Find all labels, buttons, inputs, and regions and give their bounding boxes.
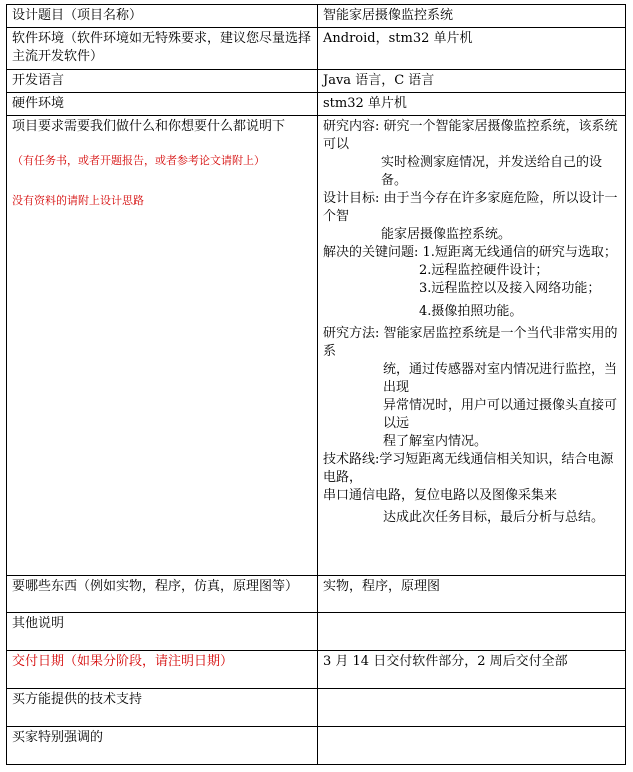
row-deliverables bbox=[7, 576, 626, 613]
row-language bbox=[7, 70, 626, 93]
requirements-note-attachments: （有任务书，或者开题报告，或者参考论文请附上） bbox=[12, 154, 265, 167]
label-requirements bbox=[7, 116, 318, 576]
label-software: 软件环境（软件环境如无特殊要求，建议您尽量选择主流开发软件） bbox=[7, 28, 318, 70]
label-emphasis: 买家特别强调的 bbox=[7, 727, 318, 765]
value-hardware: stm32 单片机 bbox=[318, 93, 626, 116]
label-support: 买方能提供的技术支持 bbox=[7, 689, 318, 727]
design-goal-line: 设计目标: 由于当今存在许多家庭危险，所以设计一个智 bbox=[323, 191, 618, 224]
requirements-table bbox=[6, 4, 626, 765]
requirements-content bbox=[318, 116, 626, 576]
research-method-line: 研究方法: 智能家居监控系统是一个当代非常实用的系 bbox=[323, 326, 618, 359]
value-delivery: 3 月 14 日交付软件部分，2 周后交付全部 bbox=[318, 651, 626, 689]
row-topic bbox=[7, 5, 626, 28]
value-deliverables: 实物，程序，原理图 bbox=[318, 576, 626, 613]
row-delivery bbox=[7, 651, 626, 689]
row-emphasis bbox=[7, 727, 626, 765]
label-language: 开发语言 bbox=[7, 70, 318, 93]
row-support bbox=[7, 689, 626, 727]
key-problem-line: 解决的关键问题: 1.短距离无线通信的研究与选取； bbox=[323, 245, 617, 260]
tech-route-line: 达成此次任务目标，最后分析与总结。 bbox=[383, 510, 605, 525]
design-goal-line: 能家居摄像监控系统。 bbox=[381, 227, 512, 242]
requirements-label: 项目要求需要我们做什么和你想要什么都说明下 bbox=[12, 119, 286, 134]
value-software: Android，stm32 单片机 bbox=[318, 28, 626, 70]
research-content-line: 研究内容: 研究一个智能家居摄像监控系统，该系统可以 bbox=[323, 119, 618, 152]
research-method-line: 程了解室内情况。 bbox=[383, 434, 488, 449]
research-method-line: 统，通过传感器对室内情况进行监控，当出现 bbox=[383, 362, 618, 395]
key-problem-item: 3.远程监控以及接入网络功能； bbox=[419, 281, 601, 296]
tech-route-line: 技术路线:学习短距离无线通信相关知识，结合电源电路， bbox=[323, 452, 614, 485]
label-deliverables: 要哪些东西（例如实物，程序，仿真，原理图等） bbox=[7, 576, 318, 613]
value-other bbox=[318, 613, 626, 651]
requirements-note-design: 没有资料的请附上设计思路 bbox=[12, 194, 144, 207]
value-language: Java 语言，C 语言 bbox=[318, 70, 626, 93]
key-problem-item: 4.摄像拍照功能。 bbox=[419, 304, 523, 319]
research-content-line: 实时检测家庭情况，并发送给自己的设备。 bbox=[381, 155, 603, 188]
tech-route-line: 串口通信电路，复位电路以及图像采集来 bbox=[323, 488, 558, 503]
row-hardware bbox=[7, 93, 626, 116]
label-hardware: 硬件环境 bbox=[7, 93, 318, 116]
label-delivery: 交付日期（如果分阶段，请注明日期） bbox=[7, 651, 318, 689]
row-software bbox=[7, 28, 626, 70]
label-other: 其他说明 bbox=[7, 613, 318, 651]
row-requirements bbox=[7, 116, 626, 576]
research-method-line: 异常情况时，用户可以通过摄像头直接可以远 bbox=[383, 398, 618, 431]
key-problem-item: 2.远程监控硬件设计； bbox=[419, 263, 549, 278]
value-topic: 智能家居摄像监控系统 bbox=[318, 5, 626, 28]
label-topic: 设计题目（项目名称） bbox=[7, 5, 318, 28]
value-emphasis bbox=[318, 727, 626, 765]
row-other bbox=[7, 613, 626, 651]
value-support bbox=[318, 689, 626, 727]
